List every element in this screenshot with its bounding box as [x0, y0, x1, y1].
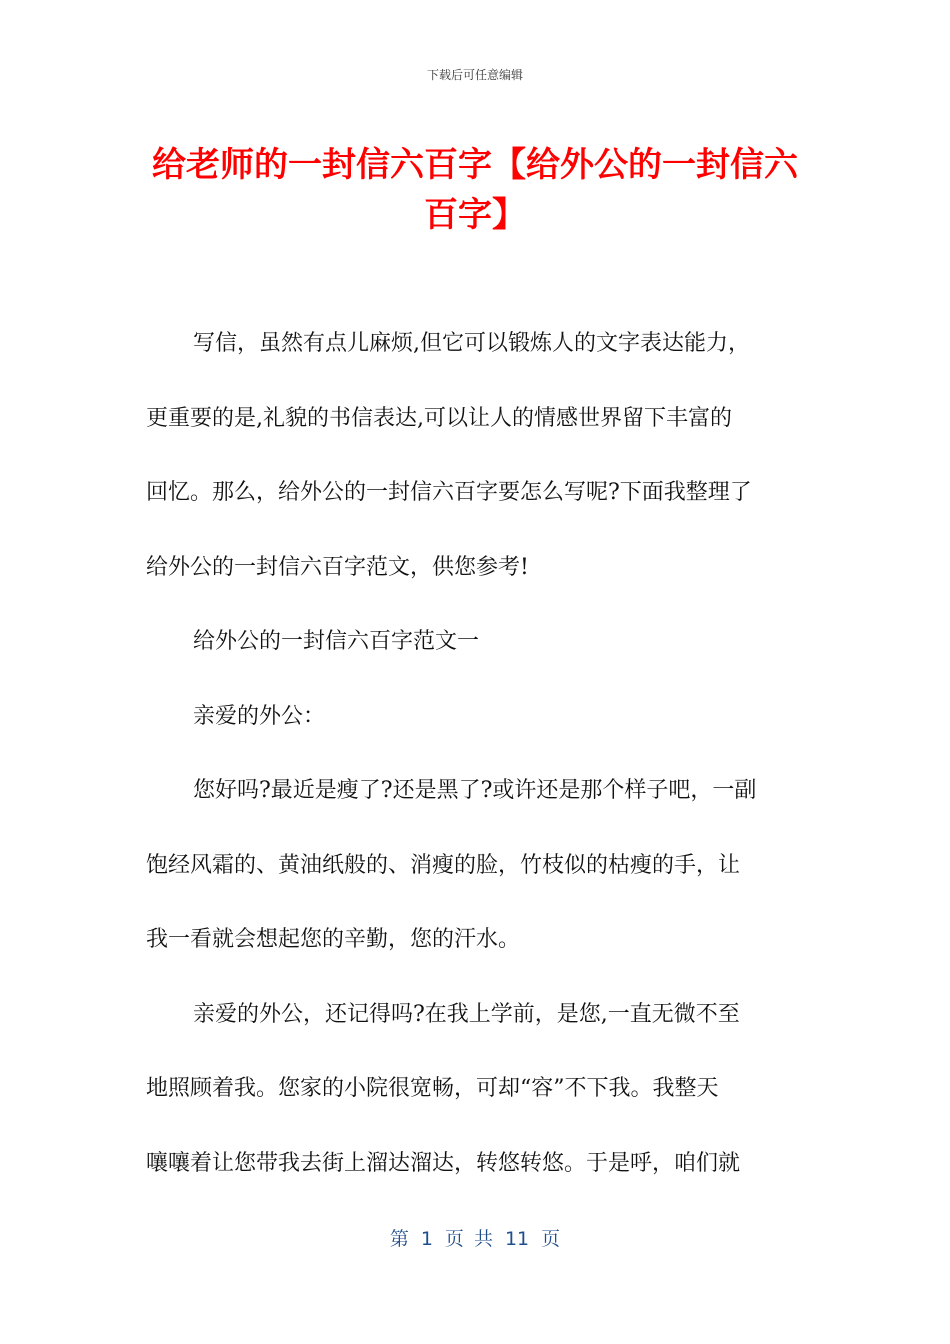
paragraph-line: 回忆。那么，给外公的一封信六百字要怎么写呢?下面我整理了	[146, 480, 752, 505]
paragraph-line: 给外公的一封信六百字范文，供您参考!	[146, 554, 529, 580]
paragraph-line: 写信，虽然有点儿麻烦,但它可以锻炼人的文字表达能力，	[193, 331, 750, 356]
salutation: 亲爱的外公：	[193, 703, 326, 729]
paragraph-line: 亲爱的外公，还记得吗?在我上学前，是您,一直无微不至	[193, 1001, 740, 1027]
page-footer	[0, 1224, 950, 1251]
paragraph-line: 饱经风霜的、黄油纸般的、消瘦的脸，竹枝似的枯瘦的手，让	[146, 852, 741, 878]
document-body	[146, 322, 806, 1216]
document-title: 给老师的一封信六百字【给外公的一封信六百字】	[152, 145, 798, 235]
paragraph-line: 更重要的是,礼貌的书信表达,可以让人的情感世界留下丰富的	[146, 405, 732, 431]
footer-page-number: 1	[420, 1228, 433, 1250]
paragraph-line: 您好吗?最近是瘦了?还是黑了?或许还是那个样子吧，一副	[193, 778, 757, 803]
paragraph-line: 嚷嚷着让您带我去街上溜达溜达，转悠转悠。于是呼，咱们就	[146, 1150, 741, 1176]
footer-suffix: 页	[541, 1228, 561, 1250]
footer-total-pages: 11	[504, 1228, 530, 1250]
section-heading: 给外公的一封信六百字范文一	[193, 629, 480, 654]
paragraph-line: 我一看就会想起您的辛勤，您的汗水。	[146, 927, 521, 952]
footer-prefix: 第	[389, 1228, 409, 1250]
header-note: 下载后可任意编辑	[426, 68, 523, 82]
paragraph-line: 地照顾着我。您家的小院很宽畅，可却“容”不下我。我整天	[146, 1076, 719, 1101]
footer-middle: 页 共	[444, 1228, 493, 1250]
